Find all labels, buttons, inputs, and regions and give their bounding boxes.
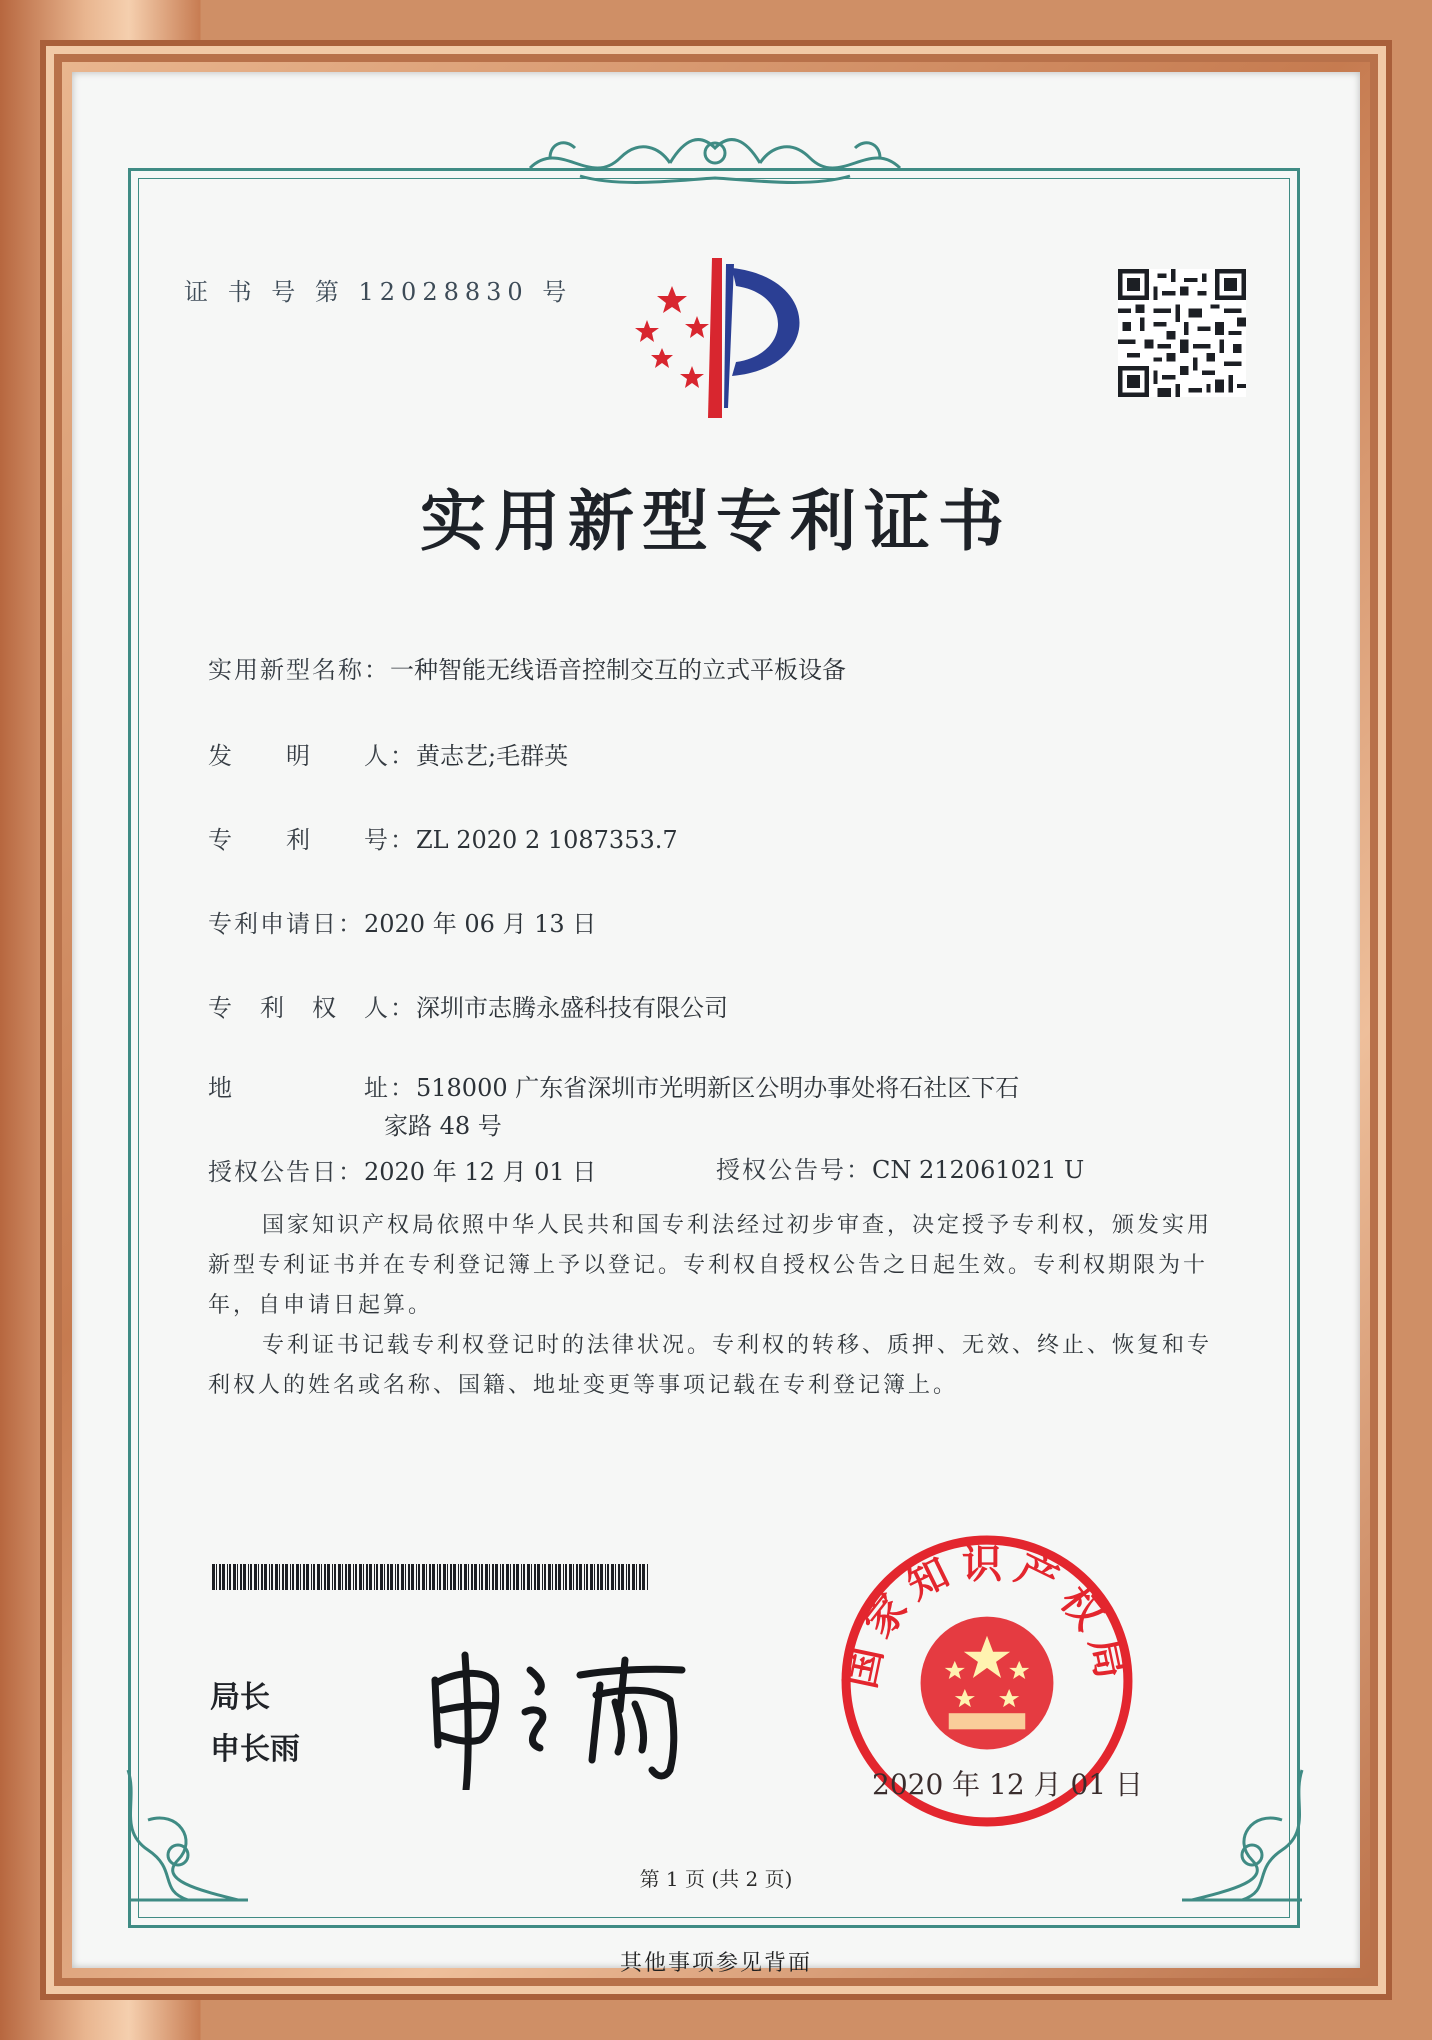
field-patent-number bbox=[208, 820, 678, 855]
field-value: CN 212061021 U bbox=[872, 1156, 1085, 1184]
qr-code-icon bbox=[1118, 266, 1246, 400]
field-value: ZL 2020 2 1087353.7 bbox=[416, 826, 678, 854]
signatory-title: 局长 bbox=[210, 1680, 270, 1715]
field-value: 一种智能无线语音控制交互的立式平板设备 bbox=[390, 656, 846, 684]
field-label: 发 明 人： bbox=[208, 742, 416, 770]
top-ornament-icon bbox=[520, 118, 910, 198]
certificate-number: 证 书 号 第 12028830 号 bbox=[184, 278, 573, 306]
footer-note: 其他事项参见背面 bbox=[619, 1951, 812, 1976]
seal-text: 国家知识产权局 bbox=[837, 1540, 1137, 1693]
field-value: 深圳市志腾永盛科技有限公司 bbox=[416, 994, 728, 1022]
field-value: 家路 48 号 bbox=[384, 1112, 502, 1140]
field-label: 实用新型名称： bbox=[208, 656, 390, 684]
signatory-name: 申长雨 bbox=[210, 1732, 300, 1767]
barcode-icon bbox=[212, 1564, 650, 1590]
certificate-title: 实用新型专利证书 bbox=[420, 482, 1012, 560]
paragraph-line: 年，自申请日起算。 bbox=[208, 1293, 434, 1318]
field-inventor bbox=[208, 736, 568, 771]
field-label: 专 利 号： bbox=[208, 826, 416, 854]
field-patentee bbox=[208, 988, 728, 1023]
grant-paragraph bbox=[208, 1206, 1218, 1326]
field-value: 518000 广东省深圳市光明新区公明办事处将石社区下石 bbox=[416, 1074, 1020, 1102]
field-label: 专利申请日： bbox=[208, 910, 364, 938]
field-label: 授权公告日： bbox=[208, 1158, 364, 1186]
field-value: 2020 年 12 月 01 日 bbox=[364, 1158, 597, 1186]
legal-status-paragraph bbox=[208, 1326, 1218, 1406]
handwritten-signature-icon bbox=[420, 1640, 720, 1790]
field-grant-announcement-date bbox=[208, 1152, 596, 1187]
paragraph-line: 专利证书记载专利权登记时的法律状况。专利权的转移、质押、无效、终止、恢复和专 bbox=[262, 1333, 1213, 1358]
field-grant-announcement-number bbox=[716, 1150, 1084, 1185]
seal-date: 2020 年 12 月 01 日 bbox=[872, 1768, 1144, 1801]
field-value: 2020 年 06 月 13 日 bbox=[364, 910, 597, 938]
paragraph-line: 新型专利证书并在专利登记簿上予以登记。专利权自授权公告之日起生效。专利权期限为十 bbox=[208, 1253, 1209, 1278]
field-value: 黄志艺;毛群英 bbox=[416, 742, 569, 770]
page-indicator: 第 1 页 (共 2 页) bbox=[639, 1867, 793, 1891]
paragraph-line: 国家知识产权局依照中华人民共和国专利法经过初步审查，决定授予专利权，颁发实用 bbox=[262, 1213, 1213, 1238]
field-utility-model-name bbox=[208, 650, 846, 685]
cnipa-emblem-icon bbox=[612, 258, 832, 418]
field-address bbox=[208, 1068, 1019, 1103]
field-address-continued bbox=[384, 1106, 502, 1141]
field-application-date bbox=[208, 904, 596, 939]
field-label: 专 利 权 人： bbox=[208, 994, 416, 1022]
paragraph-line: 利权人的姓名或名称、国籍、地址变更等事项记载在专利登记簿上。 bbox=[208, 1373, 959, 1398]
field-label: 授权公告号： bbox=[716, 1156, 872, 1184]
field-label: 地 址： bbox=[208, 1074, 416, 1102]
